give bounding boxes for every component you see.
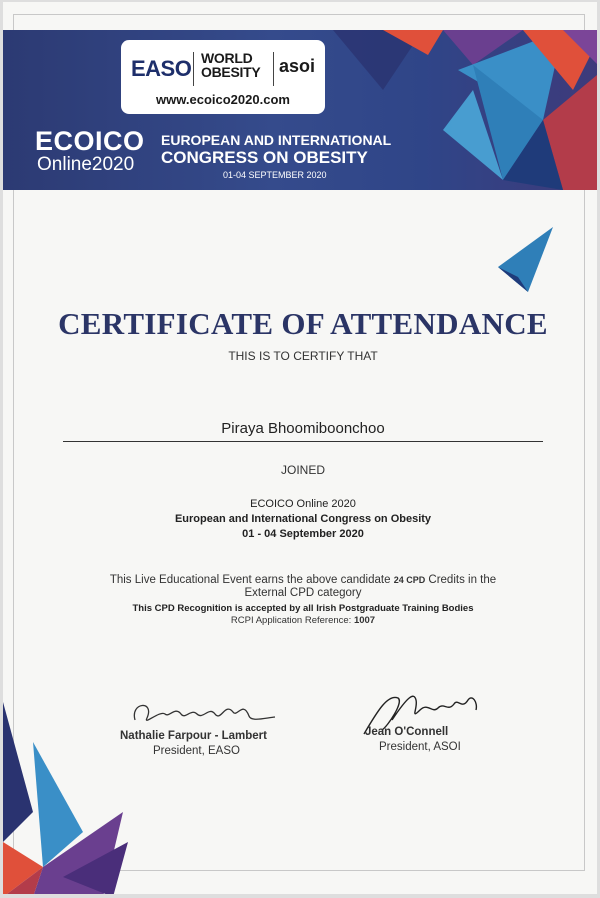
accent-triangle	[498, 227, 558, 297]
asoi-logo: asoi	[279, 56, 316, 76]
event-line-2: European and International Congress on Obesity	[174, 513, 432, 525]
certify-text: THIS IS TO CERTIFY THAT	[228, 349, 378, 363]
website-url[interactable]: www.ecoico2020.com	[156, 92, 290, 107]
event-logo-subtitle: Online2020	[37, 154, 135, 175]
congress-dates: 01-04 SEPTEMBER 2020	[223, 170, 327, 180]
rcpi-reference: RCPI Application Reference: 1007	[230, 615, 376, 626]
event-line-1: ECOICO Online 2020	[250, 498, 356, 510]
cpd-category: External CPD category	[244, 587, 362, 599]
congress-line-1: EUROPEAN AND INTERNATIONAL	[161, 132, 392, 148]
world-obesity-logo: WORLD OBESITY	[201, 50, 261, 80]
recipient-name: Piraya Bhoomiboonchoo	[221, 420, 385, 437]
certificate	[3, 2, 597, 894]
joined-text: JOINED	[280, 463, 325, 477]
corner-triangles	[3, 692, 143, 894]
logo-panel	[121, 40, 325, 114]
event-logo-title: ECOICO	[35, 126, 145, 156]
logo-divider	[193, 52, 194, 86]
signatory-2-role: President, ASOI	[379, 741, 461, 753]
signature-farpour	[125, 692, 285, 732]
cpd-recognition: This CPD Recognition is accepted by all Irish Postgraduate Training Bodies	[132, 603, 474, 614]
cpd-value: 24 CPD	[393, 575, 426, 585]
signatory-2-name: Jean O'Connell	[365, 726, 449, 738]
certificate-title: CERTIFICATE OF ATTENDANCE	[58, 306, 548, 341]
name-underline	[63, 441, 543, 442]
congress-line-2: CONGRESS ON OBESITY	[161, 148, 368, 167]
signatory-1-role: President, EASO	[153, 745, 240, 757]
cpd-statement: This Live Educational Event earns the above candidate 24 CPD Credits in the	[109, 574, 497, 586]
event-line-3: 01 - 04 September 2020	[242, 528, 364, 540]
logo-divider	[273, 52, 274, 86]
easo-logo: EASO	[131, 56, 192, 81]
signatory-1-name: Nathalie Farpour - Lambert	[120, 730, 267, 742]
